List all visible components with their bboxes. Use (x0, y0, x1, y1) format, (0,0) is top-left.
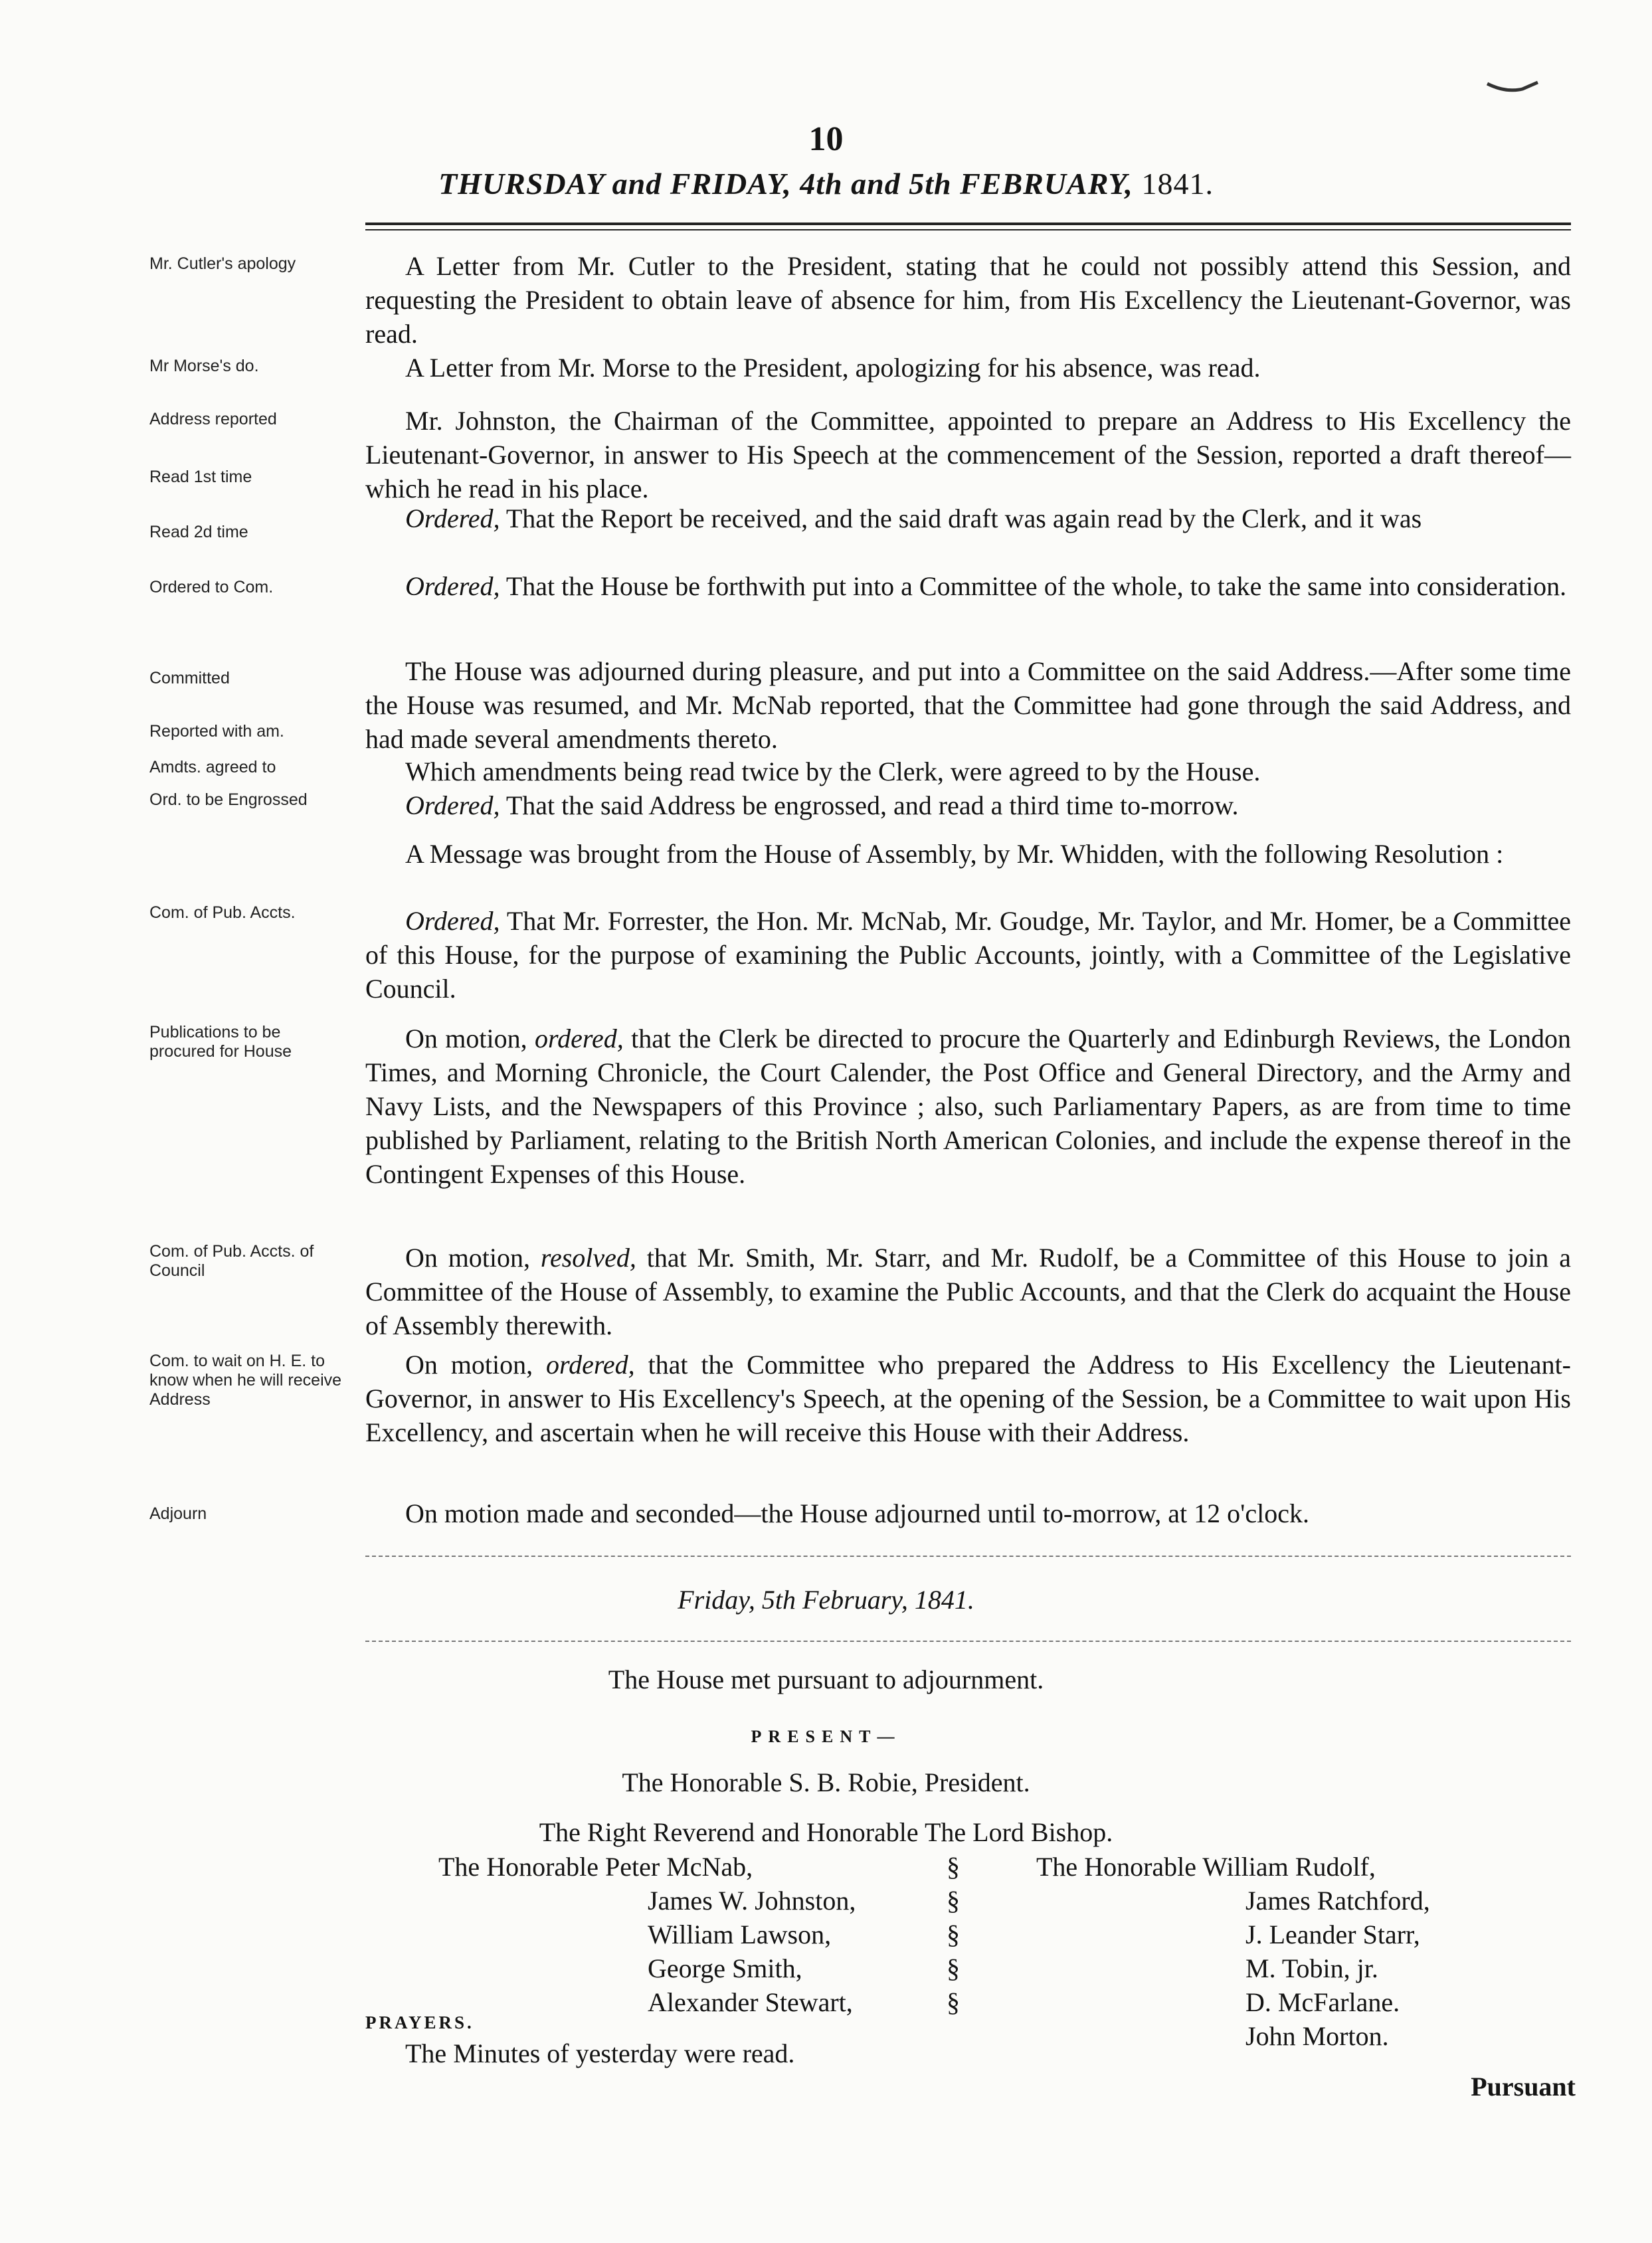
paragraph-text: The House was adjourned during pleasure, and put into a Committee on the said Address.—After some time the House was resumed, and Mr. McNab reported, that the Committee had gone through the said Address, and had made several amendments thereto. (365, 656, 1571, 754)
ordered-em: Ordered, (405, 906, 500, 936)
margin-note: Com. to wait on H. E. to know when he will receive Address (149, 1352, 342, 1409)
paragraph (365, 501, 1571, 535)
header-year: 1841. (1141, 167, 1214, 201)
section-mark-icon: § (947, 1920, 960, 1949)
margin-note: Ordered to Com. (149, 578, 274, 596)
member-name: J. Leander Starr, (1245, 1920, 1420, 1949)
minutes-line: The Minutes of yesterday were read. (405, 2038, 795, 2068)
paragraph-text: That Mr. Forrester, the Hon. Mr. McNab, Mr. Goudge, Mr. Taylor, and Mr. Homer, be a Committee of this House, for the purpose of examining the Public Accounts, jointly, with a Committee of the Legislative Council. (365, 906, 1571, 1004)
header-title: THURSDAY and FRIDAY, 4th and 5th FEBRUARY, (438, 167, 1133, 201)
margin-note: Adjourn (149, 1504, 207, 1523)
section-mark-icon: § (947, 1886, 960, 1916)
prayers-label: PRAYERS. (365, 2013, 474, 2032)
paragraph-text: That the Report be received, and the said draft was again read by the Clerk, and it was (505, 503, 1422, 533)
member-name: M. Tobin, jr. (1245, 1953, 1378, 1983)
president-line: The Honorable S. B. Robie, President. (622, 1767, 1030, 1797)
paragraph-text: A Letter from Mr. Morse to the President, apologizing for his absence, was read. (405, 353, 1261, 383)
paragraph (365, 904, 1571, 1006)
ordered-em: Ordered, (405, 571, 500, 601)
ordered-em: ordered, (535, 1024, 624, 1053)
paragraph-text: that the Committee who prepared the Address to His Excellency the Lieutenant-Governor, in answer to His Excellency's Speech, at the opening of the Session, be a Committee to wait upon His Excellency, and ascertain when he will receive this House with their Address. (365, 1350, 1571, 1447)
paragraph-text: A Letter from Mr. Cutler to the President, stating that he could not possibly attend this Session, and requesting the President to obtain leave of absence for him, from His Excellency the Lieutenant-Governor, was read. (365, 251, 1571, 349)
section-mark-icon: § (947, 1987, 960, 2017)
paragraph (365, 1496, 1571, 1530)
margin-note: Com. of Pub. Accts. (149, 903, 296, 922)
motion-text: On motion, (405, 1350, 533, 1380)
margin-note: Address reported (149, 410, 277, 428)
motion-text: On motion, (405, 1243, 531, 1273)
member-name: James Ratchford, (1245, 1886, 1430, 1916)
paragraph-text: On motion made and seconded—the House adjourned until to-morrow, at 12 o'clock. (405, 1498, 1309, 1528)
paragraph (365, 351, 1571, 385)
page-number: 10 (808, 120, 844, 158)
margin-note: Reported with am. (149, 722, 284, 741)
ink-mark-icon (1486, 80, 1539, 94)
friday-heading: Friday, 5th February, 1841. (678, 1585, 974, 1615)
paragraph (365, 1241, 1571, 1342)
paragraph-text: A Message was brought from the House of Assembly, by Mr. Whidden, with the following Resolution : (405, 839, 1504, 869)
margin-note: Amdts. agreed to (149, 758, 276, 776)
margin-note: Mr Morse's do. (149, 357, 259, 375)
margin-note: Ord. to be Engrossed (149, 790, 308, 809)
member-name: The Honorable William Rudolf, (1036, 1852, 1376, 1882)
member-name: The Honorable Peter McNab, (438, 1852, 753, 1882)
paragraph (365, 837, 1571, 871)
paragraph (365, 788, 1571, 822)
motion-text: On motion, (405, 1024, 527, 1053)
margin-note: Read 1st time (149, 468, 252, 486)
margin-note: Read 2d time (149, 523, 248, 541)
ordered-em: Ordered, (405, 503, 500, 533)
section-mark-icon: § (947, 1852, 960, 1882)
ordered-em: Ordered, (405, 790, 500, 820)
present-label: PRESENT— (751, 1727, 901, 1746)
bishop-line: The Right Reverend and Honorable The Lord Bishop. (539, 1817, 1113, 1847)
paragraph-text: That the House be forthwith put into a Committee of the whole, to take the same into consideration. (505, 571, 1567, 601)
section-mark-icon: § (947, 1953, 960, 1983)
catchword: Pursuant (1471, 2072, 1576, 2102)
margin-note: Publications to be procured for House (149, 1023, 292, 1061)
section-rule (365, 1556, 1571, 1557)
paragraph-text: Which amendments being read twice by the Clerk, were agreed to by the House. (405, 757, 1261, 786)
section-rule (365, 1641, 1571, 1642)
ordered-em: ordered, (546, 1350, 635, 1380)
member-name: George Smith, (648, 1953, 802, 1983)
house-met: The House met pursuant to adjournment. (608, 1664, 1044, 1694)
member-name: Alexander Stewart, (648, 1987, 853, 2017)
paragraph (365, 569, 1571, 603)
margin-note: Mr. Cutler's apology (149, 254, 296, 273)
paragraph (365, 654, 1571, 756)
page-header (0, 166, 1652, 201)
member-name: James W. Johnston, (648, 1886, 856, 1916)
resolved-em: resolved, (540, 1243, 636, 1273)
paragraph (365, 1022, 1571, 1191)
paragraph-text: That the said Address be engrossed, and read a third time to-morrow. (505, 790, 1239, 820)
paragraph (365, 1348, 1571, 1449)
paragraph-text: that the Clerk be directed to procure the Quarterly and Edinburgh Reviews, the London Times, and Morning Chronicle, the Court Calender, the Post Office and General Directory, and the Army and Navy Lists, and the Newspapers of this Province ; also, such Parliamentary Papers, as are from time to time published by Parliament, relating to the British North American Colonies, and include the expense thereof in the Contingent Expenses of this House. (365, 1024, 1572, 1189)
member-name: John Morton. (1245, 2021, 1389, 2051)
member-name: William Lawson, (648, 1920, 832, 1949)
margin-note: Committed (149, 669, 230, 687)
header-rule (365, 223, 1571, 230)
paragraph-text: Mr. Johnston, the Chairman of the Committee, appointed to prepare an Address to His Excellency the Lieutenant-Governor, in answer to His Speech at the commencement of the Session, reported a draft thereof—which he read in his place. (365, 406, 1571, 503)
paragraph (365, 249, 1571, 351)
margin-note: Com. of Pub. Accts. of Council (149, 1242, 314, 1280)
paragraph (365, 755, 1571, 788)
member-name: D. McFarlane. (1245, 1987, 1400, 2017)
paragraph-text: that Mr. Smith, Mr. Starr, and Mr. Rudolf, be a Committee of this House to join a Committee of the House of Assembly, to examine the Public Accounts, and that the Clerk do acquaint the House of Assembly therewith. (365, 1243, 1571, 1340)
paragraph (365, 404, 1571, 505)
